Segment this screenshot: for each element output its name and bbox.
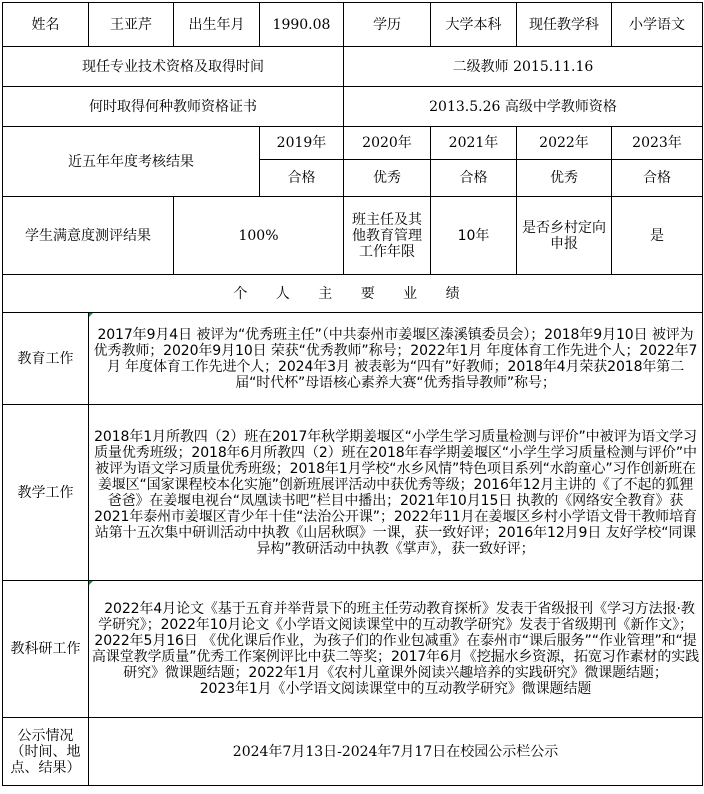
assessment-year: 2019年: [260, 127, 344, 160]
assessment-label: 近五年年度考核结果: [3, 127, 260, 197]
assessment-year: 2022年: [517, 127, 612, 160]
certificate-row: [3, 87, 703, 127]
birth-value: 1990.08: [260, 3, 344, 47]
teaching-work-text: [89, 405, 703, 581]
satisfaction-value: 100%: [174, 197, 344, 275]
assessment-result: 优秀: [344, 160, 431, 197]
name-label: 姓名: [3, 3, 89, 47]
assessment-result: 合格: [612, 160, 703, 197]
publicity-value: 2024年7月13日-2024年7月17日在校园公示栏公示: [89, 718, 703, 786]
education-work-label: 教育工作: [3, 313, 89, 405]
assessment-result: 合格: [260, 160, 344, 197]
achievements-title: 个 人 主 要 业 绩: [3, 275, 703, 313]
education-label: 学历: [344, 3, 431, 47]
publicity-row: [3, 718, 703, 786]
teaching-work-label: 教学工作: [3, 405, 89, 581]
assessment-years-row: [3, 127, 703, 160]
subject-label: 现任教学科: [517, 3, 612, 47]
qualification-row: [3, 47, 703, 87]
management-years-value: 10年: [431, 197, 517, 275]
teacher-application-form: [2, 2, 703, 786]
satisfaction-label: 学生满意度测评结果: [3, 197, 174, 275]
certificate-value: 2013.5.26 高级中学教师资格: [344, 87, 703, 127]
management-years-label: 班主任及其他教育管理工作年限: [344, 197, 431, 275]
research-work-paragraph: 2022年4月论文《基于五育并举背景下的班主任劳动教育探析》发表于省级报刊《学习方法报·教学研究》；2022年10月论文《小学语文阅读课堂中的互动教学研究》发表于省级期刊《新作文》；2022年5月16日 《优化课后作业，为孩子们的作业包减重》在泰州市“课后服务”“作业管理”和“提高课堂教学质量”优秀工作案例评比中获二等奖；2017年6月《挖掘水乡资源，拓宽习作素材的实践研究》微课题结题；2022年1月《农村儿童课外阅读兴趣培养的实践研究》微课题结题；: [91, 601, 700, 681]
form-table: [2, 2, 703, 786]
qualification-value: 二级教师 2015.11.16: [344, 47, 703, 87]
name-value: 王亚芹: [89, 3, 174, 47]
teaching-work-paragraph: 2018年1月所教四（2）班在2017年秋学期姜堰区“小学生学习质量检测与评价”中被评为语文学习质量优秀班级；2018年6月所教四（2）班在2018年春学期姜堰区“小学生学习质量检测与评价”中被评为语文学习质量优秀班级；2018年1月学校“水乡风情”特色项目系列“水韵童心”习作创新班在姜堰区“国家课程校本化实施”创新班展评活动中获优秀等级；2016年12月主讲的《了不起的狐狸爸爸》在姜堰电视台“凤凰读书吧”栏目中播出；2021年10月15日 执教的《网络安全教育》获2021年泰州市姜堰区青少年十佳“法治公开课”；2022年11月在姜堰区乡村小学语文骨干教师培育站第十五次集中研训活动中执教《山居秋暝》一课，获一致好评；2016年12月9日 友好学校“同课异构”教研活动中执教《掌声》，获一致好评；: [94, 428, 697, 557]
education-work-paragraph: 2017年9月4日 被评为“优秀班主任”（中共泰州市姜堰区溱溪镇委员会）；2018年9月10日 被评为优秀教师；2020年9月10日 荣获“优秀教师”称号；2022年1月 年度体育工作先进个人；2022年7月 年度体育工作先进个人；2024年3月 被表彰为“四有”好教师；2018年4月荣获2018年第二届“时代杯”母语核心素养大赛“优秀指导教师”称号；: [93, 326, 698, 391]
assessment-year: 2020年: [344, 127, 431, 160]
research-work-text: [89, 581, 703, 718]
basic-info-row: [3, 3, 703, 47]
research-work-row: [3, 581, 703, 718]
assessment-year: 2021年: [431, 127, 517, 160]
assessment-year: 2023年: [612, 127, 703, 160]
rural-application-label: 是否乡村定向申报: [517, 197, 612, 275]
achievements-title-row: [3, 275, 703, 313]
research-work-label: 教科研工作: [3, 581, 89, 718]
education-work-text: [89, 313, 703, 405]
rural-application-value: 是: [612, 197, 703, 275]
assessment-result: 合格: [431, 160, 517, 197]
publicity-label: 公示情况（时间、地点、结果）: [3, 718, 89, 786]
education-value: 大学本科: [431, 3, 517, 47]
education-work-row: [3, 313, 703, 405]
certificate-label: 何时取得何种教师资格证书: [3, 87, 344, 127]
satisfaction-row: [3, 197, 703, 275]
teaching-work-row: [3, 405, 703, 581]
subject-value: 小学语文: [612, 3, 703, 47]
research-work-paragraph-2: 2023年1月《小学语文阅读课堂中的互动教学研究》微课题结题: [199, 681, 592, 697]
assessment-result: 优秀: [517, 160, 612, 197]
qualification-label: 现任专业技术资格及取得时间: [3, 47, 344, 87]
birth-label: 出生年月: [174, 3, 260, 47]
